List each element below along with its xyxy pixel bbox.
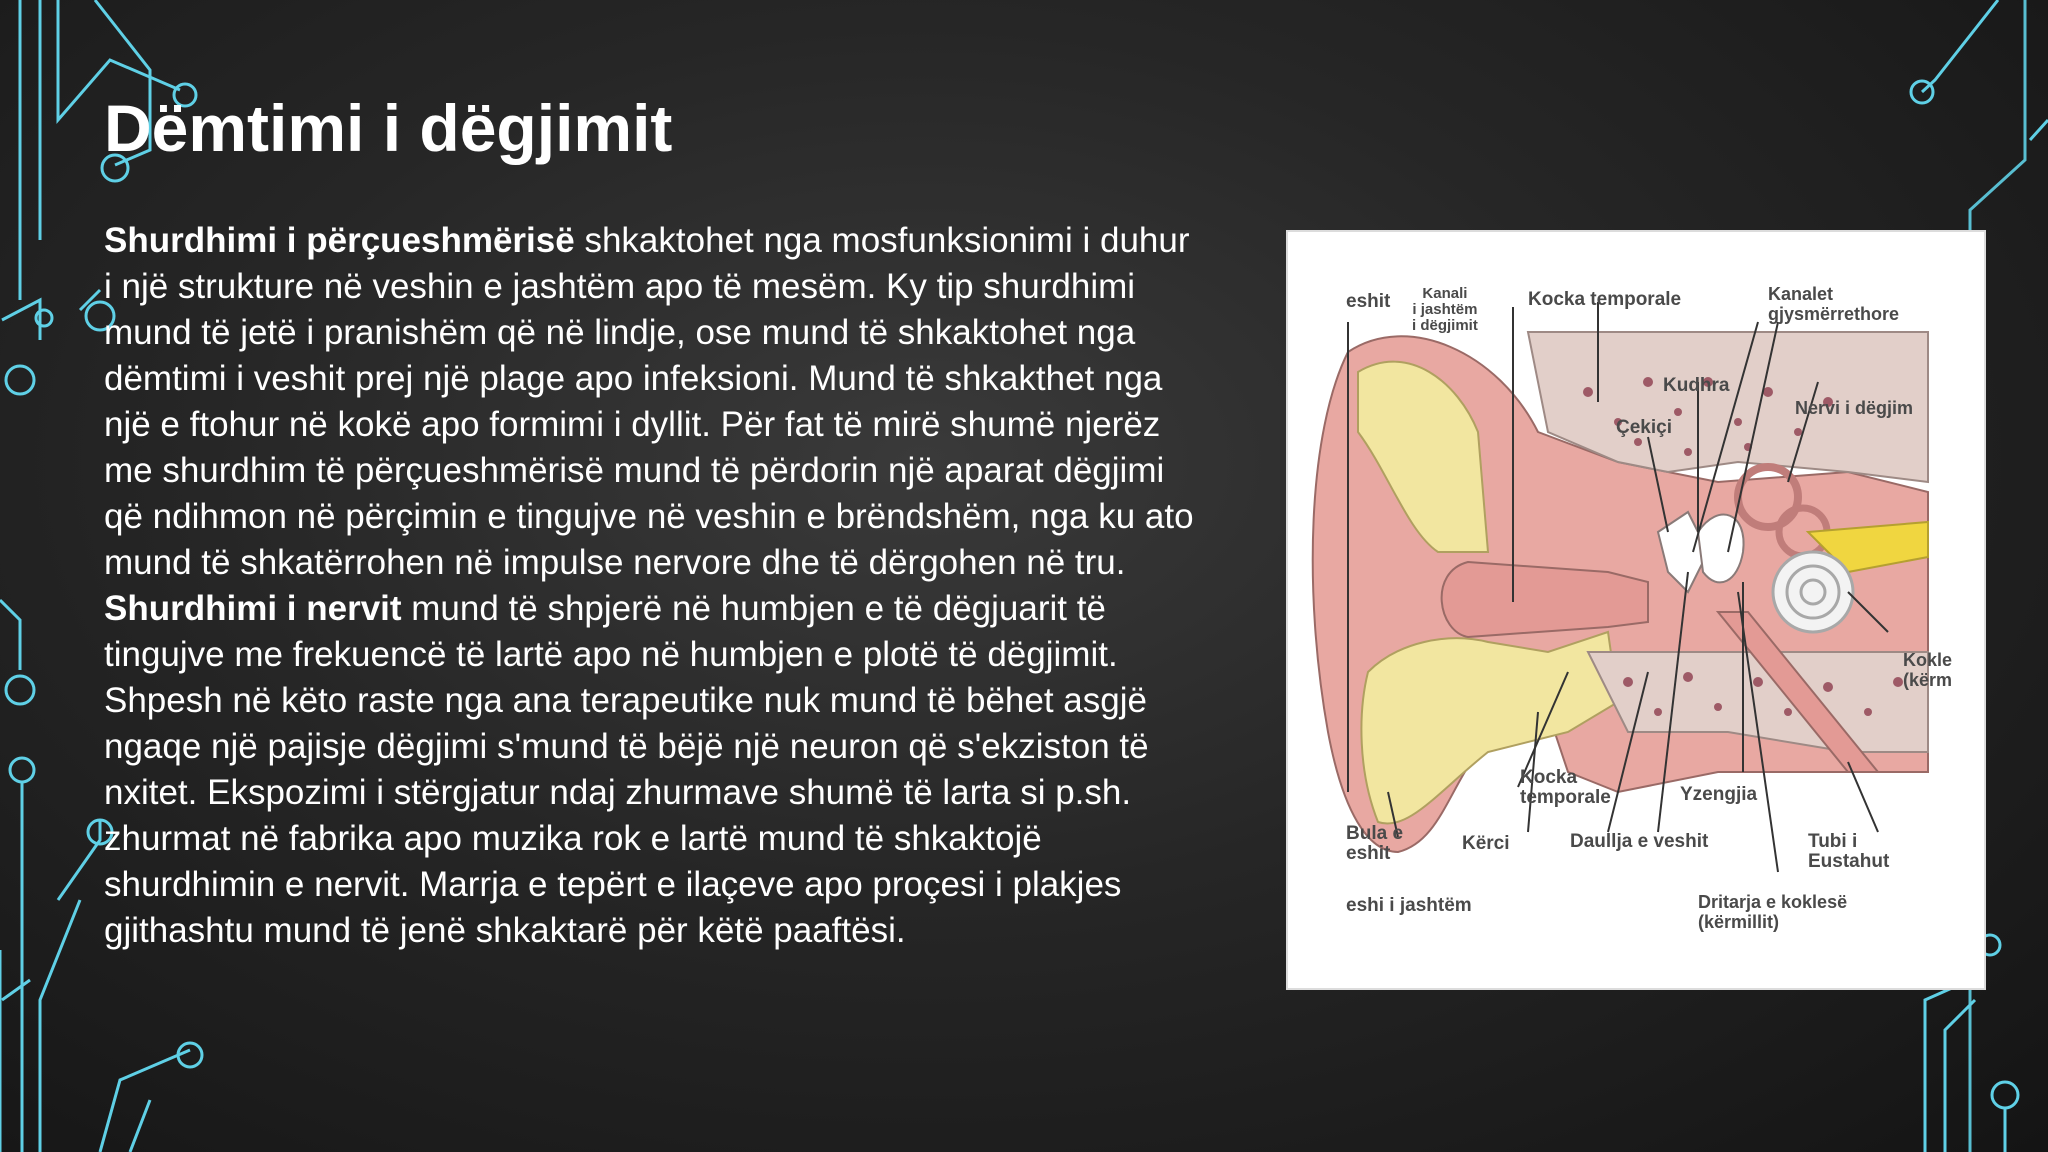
label-daullja: Daullja e veshit xyxy=(1570,831,1709,852)
label-nervi: Nervi i dëgjim xyxy=(1795,398,1914,418)
label-veshi-jashtem: eshi i jashtëm xyxy=(1346,895,1472,916)
label-kocka-temporale-top: Kocka temporale xyxy=(1528,289,1682,310)
slide-title: Dëmtimi i dëgjimit xyxy=(104,91,673,165)
body-text xyxy=(104,218,1204,954)
label-kokle: Kokle (kërm xyxy=(1903,650,1953,690)
label-kerci: Kërci xyxy=(1462,833,1510,854)
paragraph2-bold: Shurdhimi i nervit xyxy=(104,589,402,628)
label-yzengjia: Yzengjia xyxy=(1680,784,1758,805)
label-veshit: eshit xyxy=(1346,291,1391,312)
label-ceki: Çekiçi xyxy=(1616,417,1672,438)
ear-anatomy-figure xyxy=(1286,230,1986,990)
paragraph2-text: mund të shpjerë në humbjen e të dëgjuarit të tingujve me frekuencë të lartë apo në humbjen e plotë të dëgjimit. Shpesh në këto raste nga ana terapeutike nuk mund të bëhet asgjë ngaqe një pajisje dëgjimi s'mund të bëjë një neuron që s'ekziston të nxitet. Ekspozimi i stërgjatur ndaj zhurmave shumë të larta si p.sh. zhurmat në fabrika apo muzika rok e lartë mund të shkaktojë shurdhimin e nervit. Marrja e tepërt e ilaçeve apo proçesi i plakjes gjithashtu mund të jenë shkaktarë për këtë paaftësi. xyxy=(104,589,1149,950)
label-kanali: Kanali i jashtëm i dëgjimit xyxy=(1412,285,1478,334)
paragraph1-bold: Shurdhimi i përçueshmërisë xyxy=(104,221,575,260)
ear-anatomy-illustration xyxy=(1288,232,1986,990)
label-kocka-temporale-bottom: Kocka temporale xyxy=(1520,767,1611,808)
label-tubi: Tubi i Eustahut xyxy=(1808,831,1890,872)
paragraph1-text: shkaktohet nga mosfunksionimi i duhur i një strukture në veshin e jashtëm apo të mesëm. Ky tip shurdhimi mund të jetë i pranishëm që në lindje, ose mund të shkaktohet nga dëmtimi i veshit prej një plage apo infeksioni. Mund të shkakthet nga një e ftohur në kokë apo formimi i dyllit. Për fat të mirë shumë njerëz me shurdhim të përçueshmërisë mund të përdorin një aparat dëgjimi që ndihmon në përçimin e tingujve në veshin e brëndshëm, nga ku ato mund të shkatërrohen në impulse nervore dhe të dërgohen në tru. xyxy=(104,221,1194,582)
label-dritarja: Dritarja e koklesë (kërmillit) xyxy=(1698,892,1848,932)
label-kanalet: Kanalet gjysmërrethore xyxy=(1768,284,1900,324)
label-kudhra: Kudhra xyxy=(1663,375,1730,396)
label-bula: Bula e eshit xyxy=(1346,823,1404,864)
